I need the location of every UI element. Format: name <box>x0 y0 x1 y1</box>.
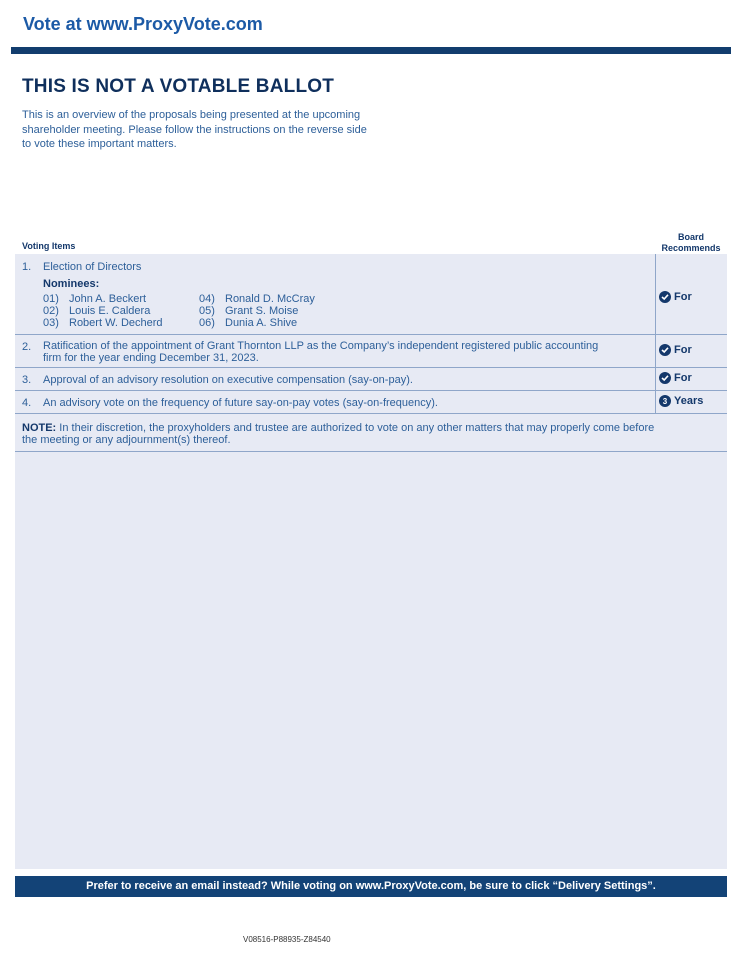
check-circle-icon <box>659 372 671 384</box>
document-code: V08516-P88935-Z84540 <box>243 935 331 944</box>
recommendation <box>659 344 692 356</box>
table-row <box>15 391 727 414</box>
board-header-line2: Recommends <box>661 243 721 253</box>
recommendation-label: Years <box>674 395 704 407</box>
item-text: Election of Directors <box>43 261 142 273</box>
board-recommends-header <box>655 232 727 254</box>
item-text: Approval of an advisory resolution on executive compensation (say-on-pay). <box>43 374 413 386</box>
page-title: THIS IS NOT A VOTABLE BALLOT <box>22 76 335 97</box>
recommendation <box>659 291 692 303</box>
nominee: 01) John A. Beckert <box>43 293 147 305</box>
check-circle-icon <box>659 291 671 303</box>
table-row <box>15 368 727 391</box>
recommendation <box>659 372 692 384</box>
recommendation <box>659 395 703 407</box>
voting-items-table <box>15 254 727 869</box>
item-number: 2. <box>22 341 32 353</box>
voting-items-header: Voting Items <box>22 241 76 251</box>
nominee: 04) Ronald D. McCray <box>199 293 315 305</box>
item-text: Ratification of the appointment of Grant Thornton LLP as the Company’s independent registered public accounting firm for the year ending December 31, 2023. <box>43 340 599 364</box>
recommendation-label: For <box>674 372 692 384</box>
nominees-label: Nominees: <box>43 278 100 290</box>
item-number: 1. <box>22 261 32 273</box>
email-delivery-banner: Prefer to receive an email instead? While voting on www.ProxyVote.com, be sure to click “Delivery Settings”. <box>15 876 727 897</box>
recommendation-label: For <box>674 344 692 356</box>
board-header-line1: Board <box>677 232 704 242</box>
table-row <box>15 335 727 368</box>
number-circle-icon: 3 <box>659 395 671 407</box>
nominee: 06) Dunia A. Shive <box>199 317 298 329</box>
recommendation-label: For <box>674 291 692 303</box>
table-row <box>15 254 727 335</box>
item-number: 3. <box>22 374 32 386</box>
header-title[interactable]: Vote at www.ProxyVote.com <box>23 14 263 34</box>
item-text: An advisory vote on the frequency of future say-on-pay votes (say-on-frequency). <box>43 397 438 409</box>
item-number: 4. <box>22 397 32 409</box>
nominee: 03) Robert W. Decherd <box>43 317 163 329</box>
header-rule <box>11 47 731 54</box>
nominee: 05) Grant S. Moise <box>199 305 299 317</box>
note-text: NOTE: In their discretion, the proxyholders and trustee are authorized to vote on any other matters that may properly come before the meeting or any adjournment(s) thereof. <box>22 422 655 446</box>
check-circle-icon <box>659 344 671 356</box>
intro-text: This is an overview of the proposals being presented at the upcoming shareholder meeting. Please follow the instructions on the reverse side to vote these important matters. <box>22 109 367 150</box>
nominee: 02) Louis E. Caldera <box>43 305 151 317</box>
